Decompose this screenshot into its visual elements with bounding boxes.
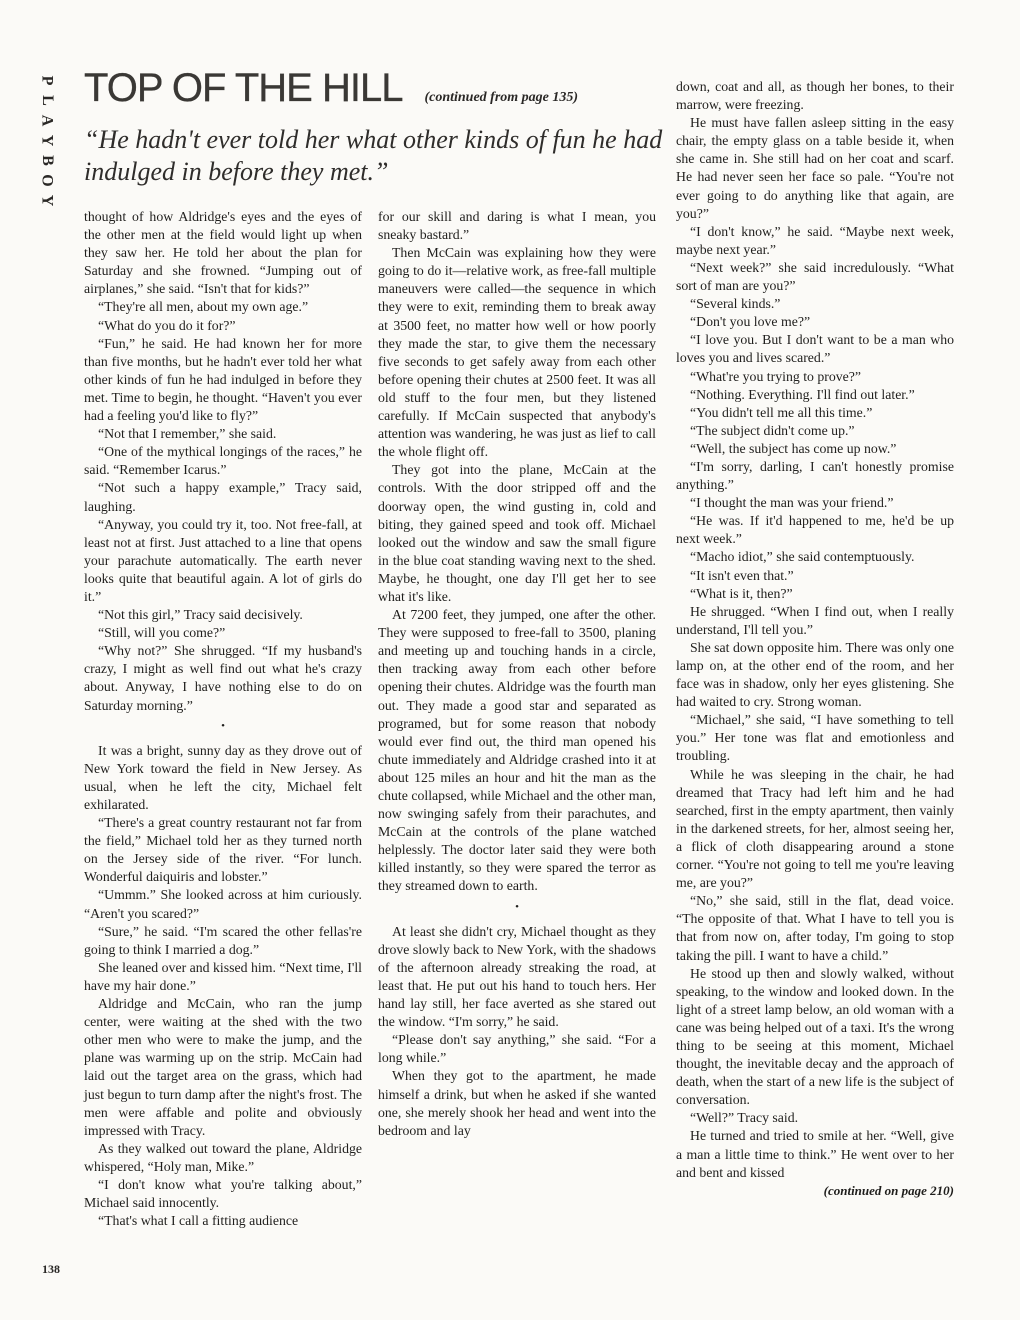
- paragraph: He shrugged. “When I find out, when I really understand, I'll tell you.”: [676, 603, 954, 637]
- paragraph: “Michael,” she said, “I have something to tell you.” Her tone was flat and emotionless and troubling.: [676, 712, 954, 764]
- paragraph: “Well, the subject has come up now.”: [690, 440, 897, 456]
- masthead-letter: Y: [38, 134, 56, 147]
- paragraph: “Sure,” he said. “I'm scared the other fellas're going to think I married a dog.”: [84, 923, 362, 957]
- paragraph: “What is it, then?”: [690, 585, 793, 601]
- paragraph: “Several kinds.”: [690, 296, 781, 312]
- paragraph: thought of how Aldridge's eyes and the eyes of the other men at the field would light up when they saw her. He told her about the plan for Saturday and she frowned. “Jumping out of airplanes,” she said. “Isn't that for kids?”: [84, 209, 362, 297]
- paragraph: “I don't know,” he said. “Maybe next week, maybe next year.”: [676, 223, 954, 257]
- paragraph: “One of the mythical longings of the races,” he said. “Remember Icarus.”: [84, 444, 362, 478]
- paragraph: “I don't know what you're talking about,” Michael said innocently.: [84, 1176, 362, 1211]
- article-title: TOP OF THE HILL: [84, 66, 403, 110]
- paragraph: “Not this girl,” Tracy said decisively.: [98, 607, 303, 623]
- paragraph: “Not that I remember,” she said.: [98, 426, 277, 442]
- text-column-1: [84, 208, 362, 1230]
- section-separator: •: [515, 900, 519, 913]
- paragraph: “Don't you love me?”: [690, 314, 811, 330]
- paragraph: “There's a great country restaurant not far from the field,” Michael told her as they turned north on the Jersey side of the river. “For lunch. Wonderful daiquiris and lobster.”: [84, 815, 362, 885]
- paragraph: As they walked out toward the plane, Aldridge whispered, “Holy man, Mike.”: [84, 1140, 362, 1174]
- paragraph: “Nothing. Everything. I'll find out later.”: [690, 386, 915, 402]
- paragraph: down, coat and all, as though her bones, to their marrow, were freezing.: [676, 79, 954, 113]
- masthead-letter: A: [38, 114, 56, 127]
- continued-from: (continued from page 135): [424, 90, 579, 105]
- paragraph: “That's what I call a fitting audience: [98, 1213, 299, 1229]
- paragraph: When they got to the apartment, he made himself a drink, but when he asked if she wanted one, she merely shook her head and went into the bedroom and lay: [378, 1068, 656, 1138]
- section-separator: •: [221, 719, 225, 732]
- masthead-letter: O: [38, 174, 56, 187]
- masthead-letter: B: [38, 155, 56, 166]
- paragraph: She sat down opposite him. There was only one lamp on, at the other end of the room, and her face was in shadow, only her eyes glistening. She had waited to cry. Strong woman.: [676, 639, 954, 710]
- paragraph: “Macho idiot,” she said contemptuously.: [690, 549, 915, 565]
- masthead-letter: Y: [38, 194, 56, 207]
- masthead: [38, 72, 56, 209]
- paragraph: “What're you trying to prove?”: [690, 368, 862, 384]
- text-column-2: [378, 208, 656, 1140]
- paragraph: “It isn't even that.”: [690, 567, 794, 583]
- masthead-letter: L: [38, 95, 56, 106]
- paragraph: “No,” she said, still in the flat, dead voice. “The opposite of that. What I have to tell you is that from now on, after today, I'm going to stop taking the pill. I want to have a child.”: [676, 893, 954, 963]
- paragraph: “I love you. But I don't want to be a man who loves you and lives scared.”: [676, 332, 954, 366]
- paragraph: Then McCain was explaining how they were going to do it—relative work, as free-fall multiple maneuvers were called—the sequence in which they were to exit, reminding them to break away at 3500 feet, no matter how well or how poorly they made the star, to give them the necessary five seconds to get safely away from each other before opening their chutes at 2500 feet. It was all old stuff to the four men, but they listened carefully. If McCain suspected that anybody's attention was wandering, he was just as lief to call the whole flight off.: [378, 245, 656, 460]
- paragraph: “I'm sorry, darling, I can't honestly promise anything.”: [676, 458, 954, 493]
- article-heading: [84, 66, 578, 111]
- page-number: 138: [42, 1262, 60, 1276]
- paragraph: “Anyway, you could try it, too. Not free-fall, at least not at first. Just attached to a line that opens your parachute automatically. The earth never looks quite that beautiful again. A lot of girls do it.”: [84, 516, 362, 604]
- paragraph: He stood up then and slowly walked, without speaking, to the window and looked down. In the light of a street lamp below, an old woman with a cane was being helped out of a taxi. It's the wrong thing to be seeing at this moment, Michael thought, the inevitable decay and the approach of death, when the start of a new life is the subject of conversation.: [676, 965, 954, 1108]
- paragraph: While he was sleeping in the chair, he had dreamed that Tracy had left him and he had searched, first in the empty apartment, then vainly in the darkened streets, for her, almost seeing her, a flick of cloth disappearing around a stone corner. “You're not going to tell me you're leaving me, are you?”: [676, 766, 954, 891]
- continued-on: (continued on page 210): [823, 1182, 954, 1198]
- paragraph: She leaned over and kissed him. “Next time, I'll have my hair done.”: [84, 959, 362, 993]
- paragraph: for our skill and daring is what I mean, you sneaky bastard.”: [378, 209, 656, 243]
- paragraph: “They're all men, about my own age.”: [98, 299, 309, 315]
- paragraph: It was a bright, sunny day as they drove out of New York toward the field in New Jersey. As usual, when he left the city, Michael felt exhilarated.: [84, 742, 362, 812]
- paragraph: At least she didn't cry, Michael thought as they drove slowly back to New York, with the shadows of the afternoon already streaking the road, at least that. He put out his hand to touch hers. Her hand lay still, her face averted as she stared out the window. “I'm sorry,” he said.: [378, 923, 656, 1030]
- paragraph: “Not such a happy example,” Tracy said, laughing.: [84, 480, 362, 514]
- paragraph: “Why not?” She shrugged. “If my husband's crazy, I might as well find out what he's crazy about. Anyway, I have nothing else to do on Saturday morning.”: [84, 643, 362, 713]
- paragraph: “He was. If it'd happened to me, he'd be up next week.”: [676, 513, 954, 547]
- text-column-3: [676, 78, 954, 1200]
- paragraph: “You didn't tell me all this time.”: [690, 404, 873, 420]
- paragraph: Aldridge and McCain, who ran the jump center, were waiting at the shed with the two other men who were to make the jump, and the plane was warming up on the strip. McCain had laid out the target area on the grass, which had just begun to turn damp after the night's frost. The men were affable and polite and obviously impressed with Tracy.: [84, 996, 362, 1138]
- paragraph: “Well?” Tracy said.: [690, 1110, 799, 1126]
- paragraph: “Please don't say anything,” she said. “For a long while.”: [378, 1032, 656, 1066]
- paragraph: He turned and tried to smile at her. “Well, give a man a little time to think.” He went over to her and bent and kissed: [676, 1128, 954, 1180]
- paragraph: At 7200 feet, they jumped, one after the other. They were supposed to free-fall to 3500, planing and meeting up and touching hands in a circle, then tracking away from each other before opening their chutes. Aldridge was the fourth man out. They made a good star and separated as programed, but for some reason that nobody would ever find out, the third man opened his chute immediately and Aldridge crashed into it at about 125 miles an hour and hit the man as the chute collapsed, while Michael and the other man, now swinging safely from their parachutes, and McCain at the controls of the plane watched helplessly. The doctor later said they were both killed instantly, so they were spared the terror as they streamed down to earth.: [378, 607, 656, 894]
- masthead-letter: P: [38, 75, 56, 86]
- pull-quote: “He hadn't ever told her what other kinds of fun he had indulged in before they met.”: [84, 125, 663, 186]
- paragraph: “The subject didn't come up.”: [690, 422, 855, 438]
- paragraph: “Next week?” she said incredulously. “What sort of man are you?”: [676, 259, 954, 294]
- paragraph: They got into the plane, McCain at the controls. With the door stripped off and the doorway open, the wind gusting in, cold and biting, they gained speed and took off. Michael looked out the window and saw the small figure in the blue coat standing waving next to the shed. Maybe, he thought, one day I'll get her to see what it's like.: [378, 462, 656, 604]
- paragraph: He must have fallen asleep sitting in the easy chair, the empty glass on a table beside it, when she came in. She still had on her coat and scarf. He had never seen her face so pale. “You're not ever going to do anything like that again, are you?”: [676, 115, 954, 221]
- paragraph: “Still, will you come?”: [98, 625, 226, 641]
- paragraph: “Ummm.” She looked across at him curiously. “Aren't you scared?”: [84, 887, 362, 921]
- paragraph: “What do you do it for?”: [98, 317, 236, 333]
- paragraph: “Fun,” he said. He had known her for more than five months, but he hadn't ever told her what other kinds of fun he had indulged in before they met. Time to begin, he thought. “Haven't you ever had a feeling you'd like to fly?”: [84, 335, 362, 424]
- paragraph: “I thought the man was your friend.”: [690, 495, 894, 511]
